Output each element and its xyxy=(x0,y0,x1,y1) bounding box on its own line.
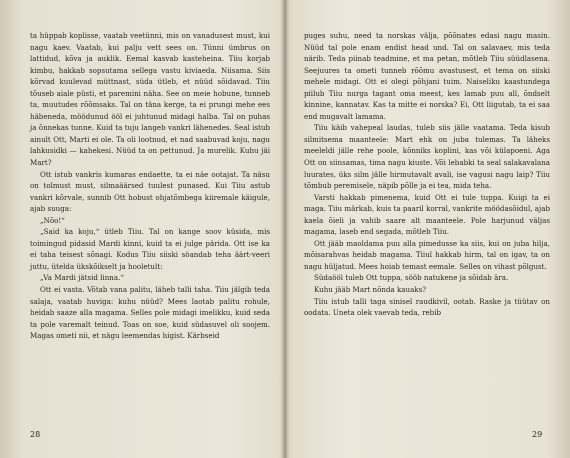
paragraph: Ott ei vasta. Võtab vana palitu, läheb talli taha. Tiiu jälgib teda salaja, vaatab huviga: kuhu nüüd? Mees laotab palitu rohule, heidab saaze alla magama. Selles pole midagi imelikku, kuid seda ta pole varemalt teinud. Toas on soe, kuid südasuvel oli soojem. Magas ometi nii, et nägu leemendas higist. Kärbseid xyxy=(30,285,270,341)
paragraph: Kuhu jääb Mart nõnda kauaks? xyxy=(314,285,427,295)
paragraph: „Va Mardi jätsid linna.“ xyxy=(40,273,124,283)
paragraph: Ott jääb maoldama puu alla pimedusse ka siis, kui on juba hilja, mõisarahvas heidab magama. Tiiul hakkab hirm, tal on igav, ta on nagu hüljatud. Mees hoiab temast eemale. Selles on vihast põlgust. xyxy=(304,238,550,271)
page-number: 28 xyxy=(30,430,41,439)
paragraph: „Said ka koju,“ ütleb Tiiu. Tal on kange soov küsida, mis toimingud pidasid Mardi kinni, kuid ta ei julge pärida. Ott ise ka ei taha teisest sõnagi. Kodus Tiiu siiski söandab teha äärt-veeri juttu, ütelda ükskõikselt ja hooletult: xyxy=(30,227,270,271)
paragraph: „Nõo!“ xyxy=(40,215,65,225)
paragraph: Ott istub vankris kumaras endaette, ta ei näe ootajat. Ta näsu on tolmust must, silmaäärsed tuulest punased. Kui Tiiu astub vankri kõrvale, sunnib Ott hobust ohjatõmbega kiiremale käigule, ajab suuga: xyxy=(30,169,270,214)
paragraph: Südaööl tuleb Ott tuppa, sööb natukene ja sõidab ära. xyxy=(314,273,509,283)
paragraph: ta hüppab koplisse, vaatab veetünni, mis on vanadusest must, kui nagu kaev. Vaatab, kui palju vett sees on. Tünni ümbrus on lattidud, kõva ja auklik. Eemal kasvab kasteheina. Tiiu korjab kimbu, hakkab sopsutama sellega vastu kiviaeda. Niisama. Siis kõrvad kuulevad müttnast, süda ütleb, et nüüd sõidavad. Tiiu tõuseb aiale püsti, et paremini näha. See on meie hobune, tunneb ta, muutudes rõõmsaks. Tal on täna kerge, ta ei prungi mehe ees häbeneda, möödunud ööl ei juhtunud midagi halba. Tal on puhas ja õnnekas tunne. Kuid ta tuju langeb vankri lähenedes. Seal istub ainult Ott, Marti ei ole. Ta oli lootnud, et nad saabuvad koju, nagu lahkusidki — kahekesi. Nüüd ta on pettunud. Ja murelik. Kuhu jäi Mart? xyxy=(30,31,270,168)
paragraph: Tiiu istub talli taga sinisel raudkivil, ootab. Raske ja tüütav on oodata. Uneta olek vaevab teda, rebib xyxy=(304,296,550,318)
book-gutter xyxy=(282,0,288,458)
paragraph: Varsti hakkab pimenema, kuid Ott ei tule tuppa. Kuigi ta ei maga. Tiiu märkab, kuis ta paaril korral, vankrite möödasõidul, ajab kaela õieli ja vahib saare alt maanteele. Pole harjunud väljas magama, laseb end segada, mõtleb Tiiu. xyxy=(304,192,550,237)
paragraph: Tiiu käib vahepeal laudas, tuleb siis jälle vaatama. Teda kisub silmitsema maanteele: Mart ehk on juba tulemas. Ta läheks meeleldi jälle rehe poole, kõnniks koplini, kas või külapoeni. Aga Ott on siinsamas, tima nagu kiuste. Või lebabki ta seal salakavalana luurates, üks silm jälle hirmutavalt avali, ise vagusi nagu laip? Tiiu tõmbub peremisele, näpib põlle ja ei tea, mida teha. xyxy=(304,123,550,191)
page-number: 29 xyxy=(532,430,543,439)
left-page-text xyxy=(30,30,270,342)
paragraph: puges suhu, need ta norskas välja, põõnates edasi nagu masin. Nüüd tal pole enam endist head und. Tal on salavaev, mis teda närib. Teda piinab teadmine, et ma petan, mõtleb Tiiu süüdlasena. Seejuures ta ometi tunneb rõõmu avastusest, et tema on siiski mehele midagi. Ott ei olegi põhjani tuim. Naiseliku kaastundega piilub Tiiu nurga tagant oma meest, kes lamab puu all, õndselt kinnine, kannatav. Kas ta mitte ei norska? Ei, Ott liigutab, ta ei saa end mugavalt lamama. xyxy=(304,31,550,121)
right-page-text xyxy=(304,30,550,319)
